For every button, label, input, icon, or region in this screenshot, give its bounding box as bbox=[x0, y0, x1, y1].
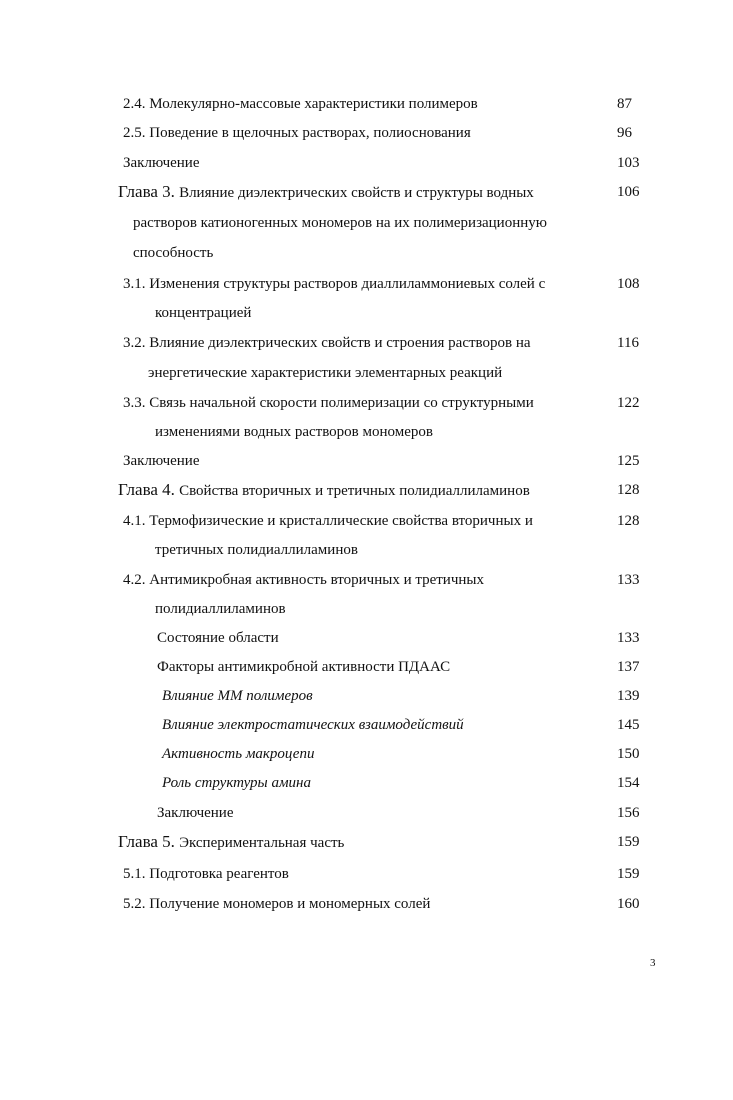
chapter-label: Глава 3. bbox=[118, 182, 175, 201]
toc-chapter-5 bbox=[118, 833, 344, 852]
toc-subsection: Факторы антимикробной активности ПДААС bbox=[157, 659, 451, 675]
toc-page-number: 156 bbox=[617, 805, 640, 821]
toc-italic-subsection: Влияние ММ полимеров bbox=[162, 688, 313, 704]
toc-page-number: 106 bbox=[617, 184, 640, 200]
toc-page-number: 103 bbox=[617, 155, 640, 171]
toc-entry-3-1: 3.1. Изменения структуры растворов диаллиламмониевых солей с bbox=[123, 276, 546, 292]
toc-entry-2-5: 2.5. Поведение в щелочных растворах, полиоснования bbox=[123, 125, 471, 141]
toc-entry-2-4: 2.4. Молекулярно-массовые характеристики полимеров bbox=[123, 96, 478, 112]
toc-entry-3-2-continued: энергетические характеристики элементарных реакций bbox=[148, 365, 503, 381]
toc-page-number: 96 bbox=[617, 125, 632, 141]
toc-entry-conclusion-3: Заключение bbox=[123, 453, 200, 469]
toc-page-number: 133 bbox=[617, 630, 640, 646]
chapter-title: Свойства вторичных и третичных полидиаллиламинов bbox=[179, 483, 530, 499]
toc-page-number: 128 bbox=[617, 482, 640, 498]
toc-chapter-3-continued: растворов катионогенных мономеров на их полимеризационную bbox=[133, 215, 547, 231]
chapter-title: Влияние диэлектрических свойств и структуры водных bbox=[179, 185, 534, 201]
toc-entry-5-1: 5.1. Подготовка реагентов bbox=[123, 866, 289, 882]
toc-subsection-conclusion: Заключение bbox=[157, 805, 234, 821]
toc-page-number: 145 bbox=[617, 717, 640, 733]
toc-entry-4-2: 4.2. Антимикробная активность вторичных и третичных bbox=[123, 572, 484, 588]
toc-italic-subsection: Влияние электростатических взаимодействий bbox=[162, 717, 464, 733]
toc-italic-subsection: Роль структуры амина bbox=[162, 775, 311, 791]
toc-page-number: 160 bbox=[617, 896, 640, 912]
toc-page-number: 108 bbox=[617, 276, 640, 292]
toc-page-number: 154 bbox=[617, 775, 640, 791]
toc-chapter-3 bbox=[118, 183, 534, 202]
toc-entry-3-1-continued: концентрацией bbox=[155, 305, 252, 321]
toc-page-number: 159 bbox=[617, 834, 640, 850]
toc-entry-3-3: 3.3. Связь начальной скорости полимеризации со структурными bbox=[123, 395, 534, 411]
toc-entry-3-3-continued: изменениями водных растворов мономеров bbox=[155, 424, 433, 440]
toc-page-number: 128 bbox=[617, 513, 640, 529]
toc-page-number: 125 bbox=[617, 453, 640, 469]
toc-entry-5-2: 5.2. Получение мономеров и мономерных солей bbox=[123, 896, 431, 912]
toc-entry-4-1: 4.1. Термофизические и кристаллические свойства вторичных и bbox=[123, 513, 533, 529]
toc-chapter-4 bbox=[118, 481, 530, 500]
toc-page-number: 87 bbox=[617, 96, 632, 112]
toc-page-number: 133 bbox=[617, 572, 640, 588]
chapter-label: Глава 5. bbox=[118, 832, 175, 851]
toc-italic-subsection: Активность макроцепи bbox=[162, 746, 315, 762]
page-number: 3 bbox=[650, 957, 656, 969]
toc-page-number: 137 bbox=[617, 659, 640, 675]
toc-page-number: 159 bbox=[617, 866, 640, 882]
toc-page-number: 150 bbox=[617, 746, 640, 762]
toc-entry-4-2-continued: полидиаллиламинов bbox=[155, 601, 286, 617]
toc-subsection: Состояние области bbox=[157, 630, 279, 646]
toc-entry-conclusion-2: Заключение bbox=[123, 155, 200, 171]
toc-chapter-3-continued: способность bbox=[133, 245, 214, 261]
toc-page-number: 122 bbox=[617, 395, 640, 411]
toc-entry-3-2: 3.2. Влияние диэлектрических свойств и строения растворов на bbox=[123, 335, 531, 351]
chapter-title: Экспериментальная часть bbox=[179, 835, 345, 851]
toc-entry-4-1-continued: третичных полидиаллиламинов bbox=[155, 542, 358, 558]
toc-page-number: 139 bbox=[617, 688, 640, 704]
chapter-label: Глава 4. bbox=[118, 480, 175, 499]
toc-page-number: 116 bbox=[617, 335, 639, 351]
